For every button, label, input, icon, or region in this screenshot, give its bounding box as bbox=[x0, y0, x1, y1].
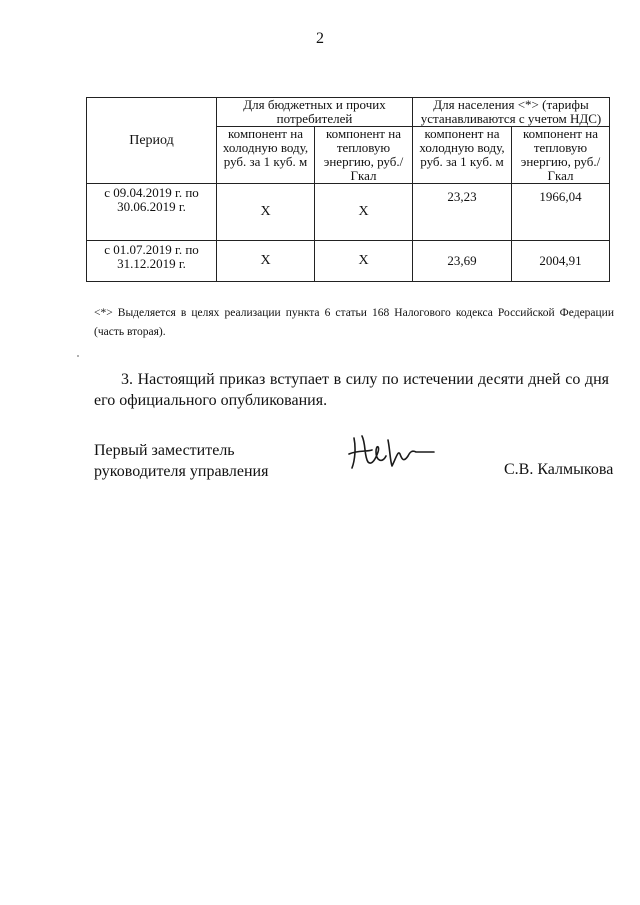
table-row bbox=[87, 184, 610, 241]
table-header-row bbox=[87, 98, 610, 127]
handwritten-signature bbox=[346, 430, 438, 474]
header-population-cold-water: компонент на холодную воду, руб. за 1 куб. м bbox=[413, 127, 512, 184]
clause-3-paragraph: 3. Настоящий приказ вступает в силу по истечении десяти дней со дня его официального опубликования. bbox=[94, 371, 609, 409]
header-budget-cold-water: компонент на холодную воду, руб. за 1 куб. м bbox=[217, 127, 315, 184]
table-row bbox=[87, 241, 610, 282]
header-budget-heat: компонент на тепловую энергию, руб./Гкал bbox=[315, 127, 413, 184]
header-group-budget: Для бюджетных и прочих потребителей bbox=[217, 98, 413, 127]
tariff-table bbox=[86, 97, 610, 282]
header-population-heat: компонент на тепловую энергию, руб./Гкал bbox=[512, 127, 610, 184]
population-cold-cell: 23,69 bbox=[413, 241, 512, 282]
budget-cold-cell: X bbox=[217, 184, 315, 241]
budget-heat-cell: X bbox=[315, 241, 413, 282]
footnote: <*> Выделяется в целях реализации пункта 6 статьи 168 Налогового кодекса Российской Федерации (часть вторая). bbox=[94, 307, 614, 338]
scan-speck bbox=[77, 355, 79, 357]
header-group-population: Для населения <*> (тарифы устанавливаются с учетом НДС) bbox=[413, 98, 610, 127]
population-heat-cell: 2004,91 bbox=[512, 241, 610, 282]
signer-position-line-2: руководителя управления bbox=[94, 463, 269, 480]
population-heat-cell: 1966,04 bbox=[512, 184, 610, 241]
period-cell: с 09.04.2019 г. по 30.06.2019 г. bbox=[87, 184, 217, 241]
signer-position bbox=[94, 440, 268, 482]
period-cell: с 01.07.2019 г. по 31.12.2019 г. bbox=[87, 241, 217, 282]
population-cold-cell: 23,23 bbox=[413, 184, 512, 241]
page-number: 2 bbox=[316, 30, 324, 47]
signer-position-line-1: Первый заместитель bbox=[94, 442, 235, 459]
signer-name: С.В. Калмыкова bbox=[504, 461, 614, 478]
budget-heat-cell: X bbox=[315, 184, 413, 241]
budget-cold-cell: X bbox=[217, 241, 315, 282]
header-period: Период bbox=[87, 98, 217, 184]
